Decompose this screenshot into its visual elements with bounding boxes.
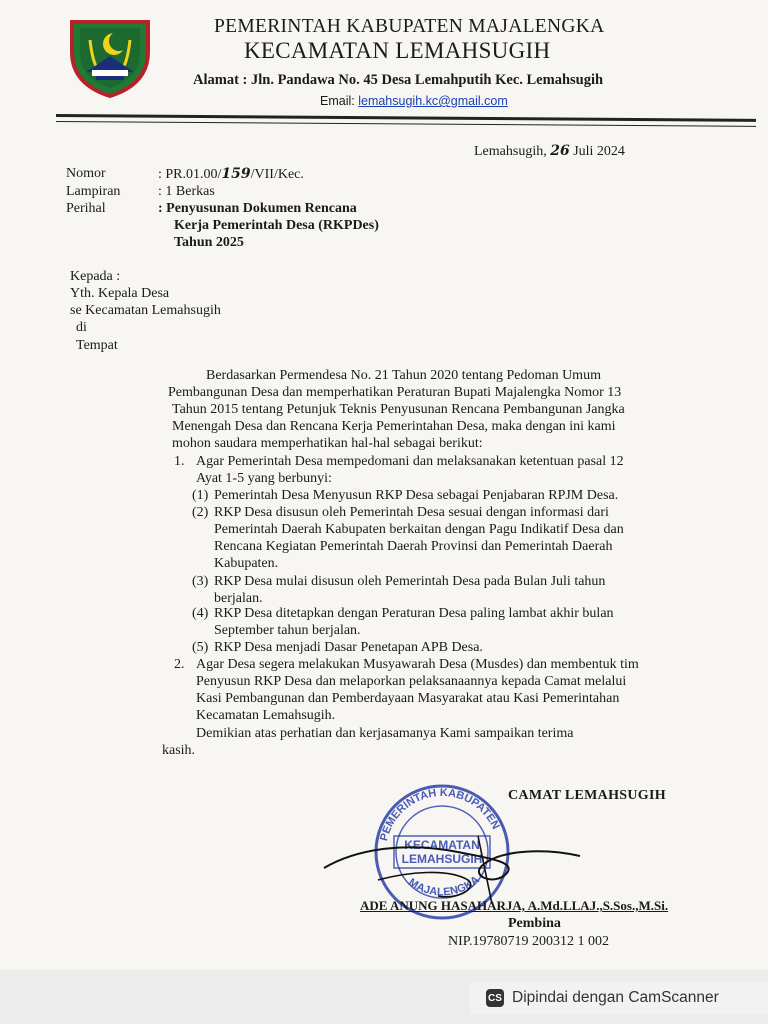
recipient-line: Yth. Kepala Desa: [70, 286, 170, 301]
header-government-line: PEMERINTAH KABUPATEN MAJALENGKA: [214, 16, 605, 37]
subitem-line: RKP Desa ditetapkan dengan Peraturan Desa paling lambat akhir bulan: [214, 606, 614, 621]
item-2-line: Penyusun RKP Desa dan melaporkan pelaksanaannya kepada Camat melalui: [196, 674, 627, 689]
camscanner-text: Dipindai dengan CamScanner: [512, 989, 719, 1006]
subitem-number: (5): [192, 640, 209, 655]
signatory-name: ADE ANUNG HASAHARJA, A.Md.LLAJ.,S.Sos.,M.Si.: [360, 898, 669, 913]
item-2-number: 2.: [174, 657, 185, 672]
date-place: Lemahsugih,: [474, 144, 547, 159]
lampiran-value: : 1 Berkas: [158, 184, 215, 199]
header-address: Alamat : Jln. Pandawa No. 45 Desa Lemahputih Kec. Lemahsugih: [193, 72, 604, 88]
item-1-number: 1.: [174, 454, 185, 469]
subitem-line: RKP Desa menjadi Dasar Penetapan APB Desa.: [214, 640, 483, 655]
item-2-line: Kasi Pembangunan dan Pemberdayaan Masyarakat atau Kasi Pemerintahan: [196, 691, 620, 706]
subitem-line: Pemerintah Desa Menyusun RKP Desa sebagai Penjabaran RPJM Desa.: [214, 488, 619, 503]
camscanner-icon: CS: [486, 989, 504, 1007]
item-2-line: Kecamatan Lemahsugih.: [196, 708, 336, 723]
nomor-label: Nomor: [66, 166, 106, 181]
subitem-line: September tahun berjalan.: [214, 623, 361, 638]
subitem-line: RKP Desa mulai disusun oleh Pemerintah Desa pada Bulan Juli tahun: [214, 574, 606, 589]
subitem-number: (2): [192, 505, 209, 520]
majalengka-emblem-logo: [62, 14, 158, 100]
body-intro-line: Pembangunan Desa dan memperhatikan Peraturan Bupati Majalengka Nomor 13: [168, 385, 622, 400]
body-intro-line: Tahun 2015 tentang Petunjuk Teknis Penyusunan Rencana Pembangunan Jangka: [172, 402, 625, 417]
nomor-value: [158, 166, 304, 183]
recipient-line: se Kecamatan Lemahsugih: [70, 303, 221, 318]
body-intro-line: Menengah Desa dan Rencana Kerja Pemerintahan Desa, maka dengan ini kami: [172, 419, 616, 434]
subitem-line: berjalan.: [214, 591, 263, 606]
svg-text:KECAMATAN: KECAMATAN: [404, 838, 480, 852]
nomor-handwritten: 159: [221, 166, 251, 182]
letter-date: [474, 143, 625, 160]
closing-line: Demikian atas perhatian dan kerjasamanya Kami sampaikan terima: [196, 726, 574, 741]
perihal-line-2: Kerja Pemerintah Desa (RKPDes): [174, 218, 379, 233]
signatory-rank: Pembina: [508, 916, 561, 931]
subitem-line: Kabupaten.: [214, 556, 279, 571]
signatory-nip: NIP.19780719 200312 1 002: [448, 934, 610, 949]
perihal-label: Perihal: [66, 201, 106, 216]
item-1-line: Ayat 1-5 yang berbunyi:: [196, 471, 332, 486]
nomor-suffix: /VII/Kec.: [250, 167, 304, 182]
email-label: Email:: [320, 94, 355, 108]
subitem-number: (4): [192, 606, 209, 621]
perihal-line-3: Tahun 2025: [174, 235, 244, 250]
perihal-line-1: : Penyusunan Dokumen Rencana: [158, 201, 357, 216]
svg-text:LEMAHSUGIH: LEMAHSUGIH: [401, 852, 483, 866]
body-intro-line: mohon saudara memperhatikan hal-hal sebagai berikut:: [172, 436, 483, 451]
email-link[interactable]: lemahsugih.kc@gmail.com: [358, 94, 508, 108]
subitem-line: RKP Desa disusun oleh Pemerintah Desa sesuai dengan informasi dari: [214, 505, 609, 520]
header-rule-thin: [56, 121, 756, 127]
item-2-line: Agar Desa segera melakukan Musyawarah Desa (Musdes) dan membentuk tim: [196, 657, 639, 672]
recipient-line: Kepada :: [70, 269, 121, 284]
svg-text:MAJALENGKA: MAJALENGKA: [406, 873, 482, 899]
lampiran-label: Lampiran: [66, 184, 121, 199]
signatory-title: CAMAT LEMAHSUGIH: [508, 788, 666, 803]
subitem-number: (1): [192, 488, 209, 503]
date-day-handwritten: 26: [550, 143, 570, 159]
date-month-year: Juli 2024: [573, 144, 625, 159]
header-rule-thick: [56, 114, 756, 122]
subitem-number: (3): [192, 574, 209, 589]
item-1-line: Agar Pemerintah Desa mempedomani dan melaksanakan ketentuan pasal 12: [196, 454, 624, 469]
camscanner-watermark: [470, 982, 768, 1014]
header-district-line: KECAMATAN LEMAHSUGIH: [244, 38, 551, 63]
subitem-line: Rencana Kegiatan Pemerintah Daerah Provinsi dan Pemerintah Daerah: [214, 539, 613, 554]
closing-line: kasih.: [162, 743, 196, 758]
recipient-line: Tempat: [76, 338, 118, 353]
header-email-line: [320, 94, 508, 108]
body-intro-line: Berdasarkan Permendesa No. 21 Tahun 2020 tentang Pedoman Umum: [206, 368, 601, 383]
nomor-prefix: : PR.01.00/: [158, 167, 222, 182]
subitem-line: Pemerintah Daerah Kabupaten berkaitan dengan Pagu Indikatif Desa dan: [214, 522, 624, 537]
recipient-line: di: [76, 320, 87, 335]
svg-text:PEMERINTAH KABUPATEN: PEMERINTAH KABUPATEN: [378, 786, 502, 843]
